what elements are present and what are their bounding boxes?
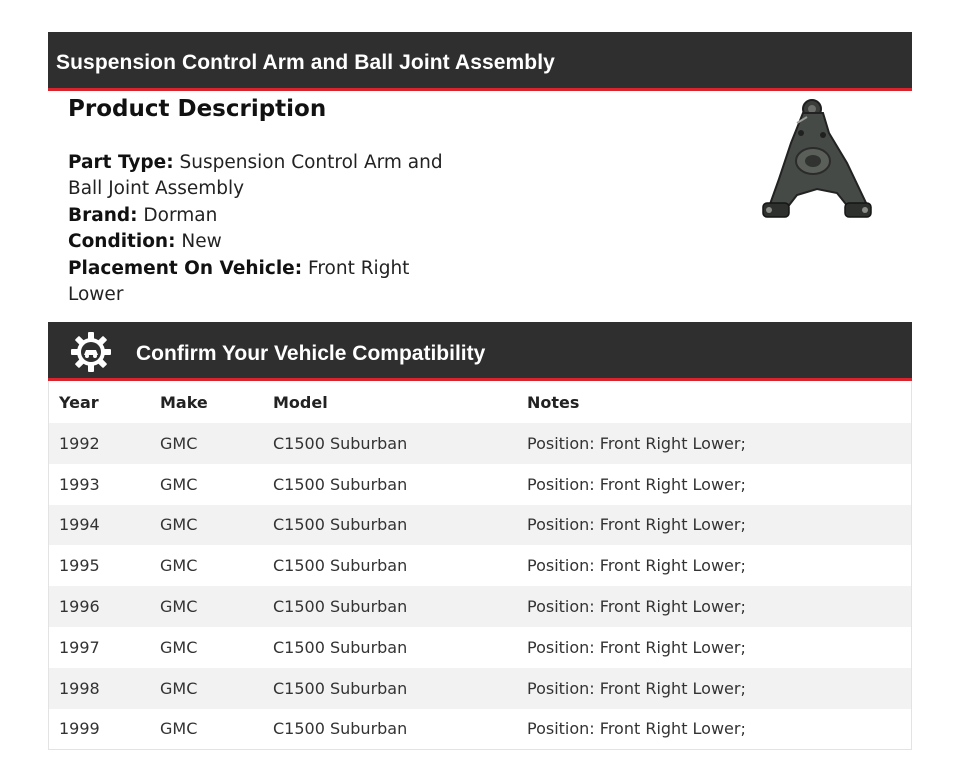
cell-model: C1500 Suburban	[273, 515, 408, 535]
table-row	[49, 545, 911, 586]
field-brand	[68, 203, 468, 229]
cell-notes: Position: Front Right Lower;	[527, 433, 746, 453]
cell-make: GMC	[160, 719, 198, 739]
field-condition	[68, 229, 468, 255]
cell-year: 1992	[59, 433, 100, 453]
cell-model: C1500 Suburban	[273, 637, 408, 657]
table-row	[49, 423, 911, 464]
cell-make: GMC	[160, 637, 198, 657]
cell-year: 1993	[59, 474, 100, 494]
cell-year: 1996	[59, 597, 100, 617]
compat-title: Confirm Your Vehicle Compatibility	[136, 342, 486, 365]
col-model: Model	[273, 392, 328, 412]
control-arm-image	[757, 93, 877, 231]
cell-model: C1500 Suburban	[273, 433, 408, 453]
cell-notes: Position: Front Right Lower;	[527, 556, 746, 576]
table-row	[49, 505, 911, 546]
cell-year: 1998	[59, 678, 100, 698]
table-row	[49, 668, 911, 709]
col-notes: Notes	[527, 392, 580, 412]
table-row	[49, 586, 911, 627]
description-fields	[68, 150, 468, 308]
description-heading: Product Description	[68, 96, 327, 122]
field-label: Brand:	[68, 204, 138, 226]
cell-year: 1999	[59, 719, 100, 739]
table-row	[49, 709, 911, 750]
col-year: Year	[59, 392, 99, 412]
gear-car-icon	[70, 331, 112, 373]
cell-year: 1997	[59, 637, 100, 657]
field-value: Suspension Control Arm and Ball Joint Assembly	[68, 152, 443, 200]
cell-notes: Position: Front Right Lower;	[527, 678, 746, 698]
compat-title-bar	[48, 322, 912, 381]
field-label: Condition:	[68, 231, 176, 253]
compat-table	[48, 381, 912, 750]
cell-notes: Position: Front Right Lower;	[527, 597, 746, 617]
cell-make: GMC	[160, 474, 198, 494]
product-title-bar	[48, 32, 912, 91]
cell-model: C1500 Suburban	[273, 678, 408, 698]
product-title: Suspension Control Arm and Ball Joint Assembly	[56, 51, 555, 74]
cell-make: GMC	[160, 515, 198, 535]
cell-notes: Position: Front Right Lower;	[527, 637, 746, 657]
field-label: Part Type:	[68, 152, 174, 173]
field-part-type	[68, 150, 468, 203]
cell-model: C1500 Suburban	[273, 597, 408, 617]
field-label: Placement On Vehicle:	[68, 257, 303, 279]
cell-year: 1994	[59, 515, 100, 535]
cell-model: C1500 Suburban	[273, 719, 408, 739]
table-row	[49, 464, 911, 505]
cell-model: C1500 Suburban	[273, 556, 408, 576]
cell-model: C1500 Suburban	[273, 474, 408, 494]
cell-make: GMC	[160, 597, 198, 617]
table-row	[49, 627, 911, 668]
table-header-row	[49, 381, 911, 423]
field-value: Dorman	[143, 204, 218, 226]
cell-make: GMC	[160, 556, 198, 576]
cell-notes: Position: Front Right Lower;	[527, 474, 746, 494]
field-value: New	[181, 231, 222, 253]
cell-make: GMC	[160, 433, 198, 453]
cell-notes: Position: Front Right Lower;	[527, 719, 746, 739]
cell-make: GMC	[160, 678, 198, 698]
field-placement	[68, 256, 468, 309]
col-make: Make	[160, 392, 208, 412]
field-value: Front Right Lower	[68, 257, 410, 306]
cell-year: 1995	[59, 556, 100, 576]
cell-notes: Position: Front Right Lower;	[527, 515, 746, 535]
